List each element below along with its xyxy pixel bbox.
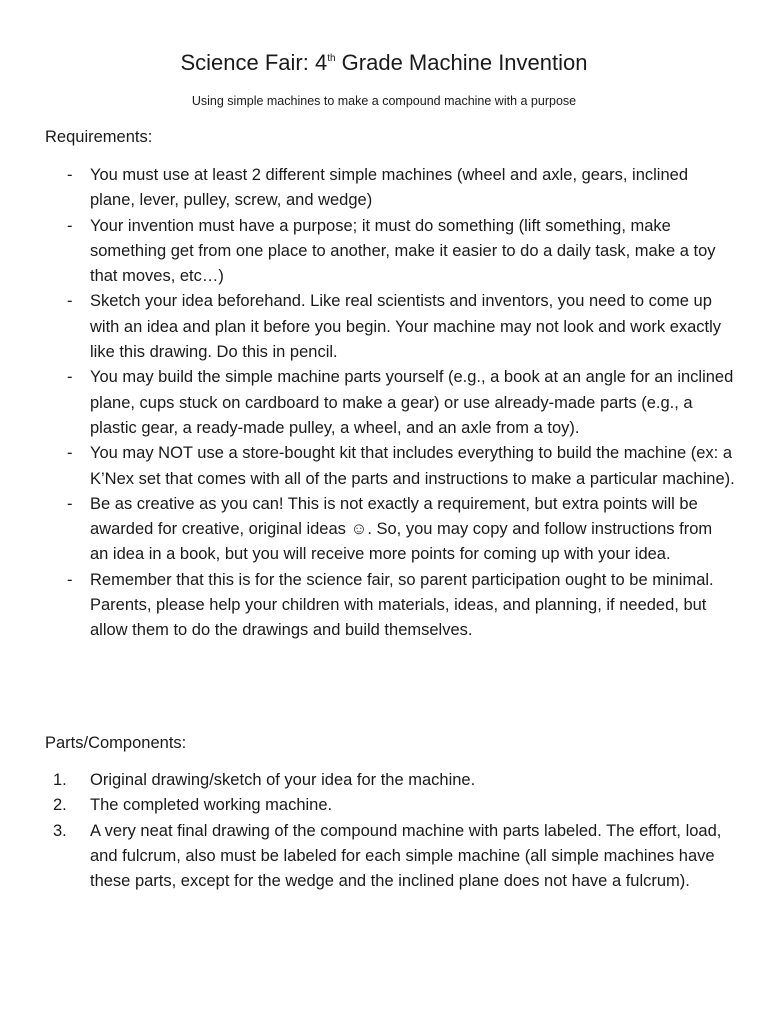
list-dash: - [67,368,73,387]
requirement-item [45,214,735,290]
part-item [45,793,735,818]
requirements-heading: Requirements: [45,128,153,146]
list-dash: - [67,570,73,589]
requirement-text: Your invention must have a purpose; it must do something (lift something, make something get from one place to another, make it easier to do a daily task, make a toy that moves, etc…) [90,216,716,286]
requirement-text: You may NOT use a store-bought kit that includes everything to build the machine (ex: a K’Nex set that comes with all of the parts and instructions to make a particular machine). [90,444,735,488]
requirement-text: You may build the simple machine parts yourself (e.g., a book at an angle for an inclined plane, cups stuck on cardboard to make a gear) or use already-made parts (e.g., a plastic gear, a ready-made pulley, a wheel, and an axle from a toy). [90,368,734,437]
requirement-text: You must use at least 2 different simple machines (wheel and axle, gears, inclined plane, lever, pulley, screw, and wedge) [90,166,689,210]
part-text: The completed working machine. [90,796,333,815]
requirement-item [45,163,735,214]
list-dash: - [67,292,73,311]
page-subtitle: Using simple machines to make a compound machine with a purpose [191,94,577,108]
requirement-text: Remember that this is for the science fair, so parent participation ought to be minimal. Parents, please help your children with materials, ideas, and planning, if needed, but allow them to do the drawings and build themselves. [90,570,714,640]
requirement-item [45,568,735,644]
list-dash: - [67,216,73,235]
requirement-text: Be as creative as you can! This is not exactly a requirement, but extra points will be awarded for creative, original ideas ☺. So, you may copy and follow instructions from an idea in a book, but you will receive more points for coming up with your idea. [90,494,713,564]
title-suffix: Grade Machine Invention [335,50,588,75]
requirement-text: Sketch your idea beforehand. Like real scientists and inventors, you need to come up with an idea and plan it before you begin. Your machine may not look and work exactly like this drawing. Do this in pencil. [90,292,722,362]
list-dash: - [67,444,73,463]
requirement-item [45,441,735,492]
parts-list [45,768,735,894]
title-prefix: Science Fair: 4 [180,50,328,75]
list-number: 1. [53,771,67,789]
requirement-item [45,365,735,441]
list-dash: - [67,166,73,184]
list-number: 2. [53,796,67,815]
requirements-list [45,163,735,644]
list-number: 3. [53,821,67,840]
part-text: Original drawing/sketch of your idea for the machine. [90,771,476,789]
part-item [45,768,735,793]
page-title [0,48,768,78]
parts-heading: Parts/Components: [45,734,187,752]
requirement-item [45,492,735,568]
part-text: A very neat final drawing of the compound machine with parts labeled. The effort, load, and fulcrum, also must be labeled for each simple machine (all simple machines have these parts, except for the wedge and the inclined plane does not have a fulcrum). [90,821,722,891]
part-item [45,819,735,895]
list-dash: - [67,494,73,513]
requirement-item [45,289,735,365]
title-superscript: th [327,53,336,64]
